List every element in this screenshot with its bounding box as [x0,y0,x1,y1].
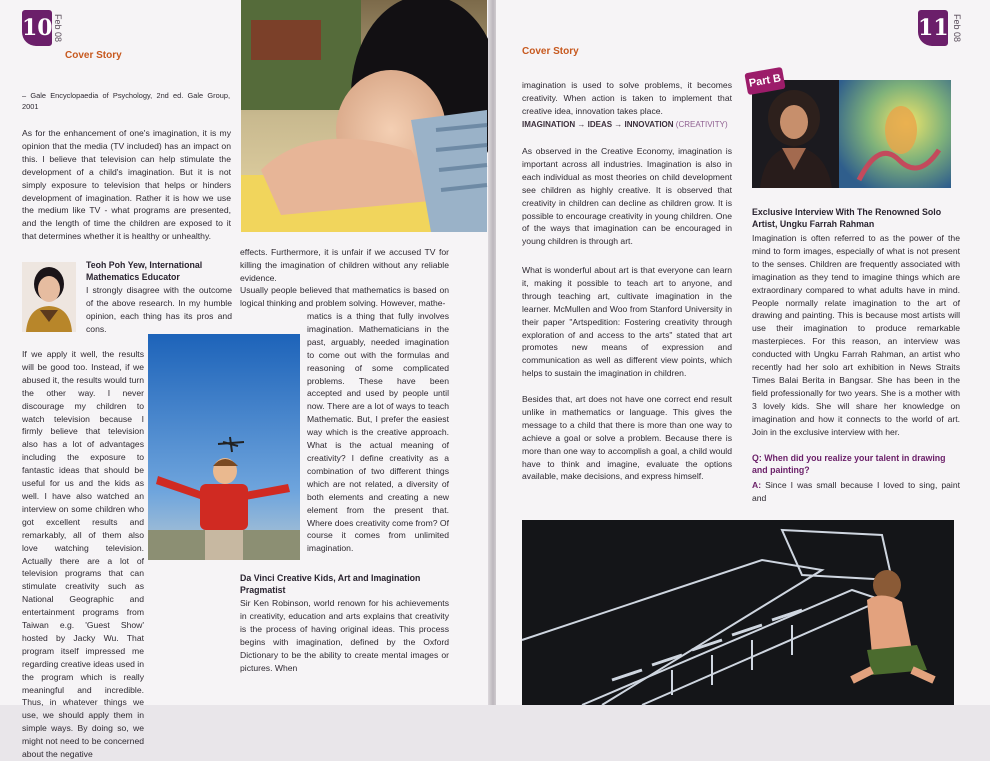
part-b-badge: Part B [744,67,785,95]
portrait-teoh-poh-yew [22,262,76,332]
paragraph-math-intro: Usually people believed that mathematics is based on logical thinking and problem solving. However, mathe- [240,285,449,308]
paragraph-media: As for the enhancement of one's imagination, it is my opinion that the media (TV included) has an impact on this. I believe that television can help stimulate the development of a child's imagination. But it is not simply exposure to television that helps or hinders development of imagination. Rather it is how we use the medium like TV - what programs are presented, and the length of time the children are exposed to it that determines whether it is healthy or unhealthy. [22,128,231,242]
photo-girl-resting [241,0,487,232]
interview-question: Q: When did you realize your talent in drawing and painting? [752,453,946,476]
interview-intro: Imagination is often referred to as the power of the mind to form images, especially of what is not present to the senses. Children are frequently associated with imagination as they tend to imagine things which are extraordinary compared to what adults have in mind. People normally relate imagination to the art of drawing and painting. This is because most artists will use their imagination to produce remarkable masterpieces. For this reason, an interview was conducted with Ungku Farrah Rahman, an artist who recently had her solo art exhibition in News Straits Times Balai Berita in Bangsar. She has been in the field professionally for two years. She is a mother with 3 lovely kids. She will share her knowledge on imagination and how it connects to the world of art. Join in the exclusive interview with her. [752,233,960,437]
page-number: 10 [22,10,52,46]
interview-heading: Exclusive Interview With The Renowned Solo Artist, Ungku Farrah Rahman [752,207,942,230]
paragraph-besides: Besides that, art does not have one correct end result unlike in mathematics or language. This gives the message to a child that there is more than one way to achieve a goal or solve a problem. Because there is more than one way to accomplish a goal, a child would have to think and imagine, evaluate the options available, make decisions, and express himself. [522,394,732,482]
flow-extra: (CREATIVITY) [675,120,728,129]
profile-name: Teoh Poh Yew, International Mathematics Educator [86,260,203,283]
citation: – Gale Encyclopaedia of Psychology, 2nd ed. Gale Group, 2001 [22,91,230,111]
paragraph-math-body: matics is a thing that fully involves imagination. Mathematicians in the past, arguably, needed imagination to come out with the formulas and reasoning of some complicated problems. These have been accepted and used by people until now. There are a lot of ways to teach Mathematic. But, I prefer the easiest way which is the creative approach. What is the actual meaning of creativity? I define creativity as a combination of two different things which are not related, a diversity of both elements and creating a new element from the present that. Where does creativity come from? Of course it comes from unlimited imagination. [307,311,449,554]
right-page [496,0,990,705]
issue-month: Feb 08 [952,14,962,43]
portrait-ungku-farrah-rahman [752,80,839,188]
painting-artwork [839,80,951,188]
process-flow [522,120,742,129]
paragraph-art: What is wonderful about art is that everyone can learn it, making it possible to teach art to anyone, and through teaching art, cultivate imagination in the learner. McMullen and Woo from Stanford University in their paper "Artspedition: Fostering creativity through exploration of and access to the arts" stated that art promotes new means of expression and communication as well as different view points, which helps to sustain the imagination in children. [522,265,732,379]
page-number: 11 [918,10,948,46]
paragraph-apply-a [22,348,144,761]
paragraph-economy: As observed in the Creative Economy, imagination is important across all industries. Imagination is also in each individual as most theories on child development see children as highly creative. It is observed that creativity in children can decline as children grow. It is possible to encourage creativity in young children. One of the ways that imagination can be encouraged in young children is through art. [522,146,732,247]
photo-boy-chalk-drawing [522,520,954,705]
interview-answer [752,479,960,505]
issue-month: Feb 08 [53,14,63,43]
section-title: Cover Story [65,50,122,61]
answer-text: Since I was small because I loved to sing, paint and [752,480,961,503]
paragraph-solve: imagination is used to solve problems, it becomes creativity. When action is taken to implement that creative idea, innovation takes place. [522,80,732,116]
section-title: Cover Story [522,46,579,57]
paragraph-apply: If we apply it well, the results will be good too. Instead, if we abused it, the results would turn the other way. I never discourage my children to watch television because I firmly believe that television also has a lot of advantages including the exposure to fantastic ideas that should be useful for us and the kids as well. I have also watched an interview on some children who got excellent results and remarkably, all of them also love watching television. Actually there are a lot of television programs that can stimulate creativity such as National Geographic and entertainment programs from Taiwan e.g. 'Guest Show' hosted by Jacky Wu. That program itself impressed me regarding creative ideas used in the program which is really meaningful and incredible. Thus, in whatever things we use, we should apply them in simple ways. By doing so, we might not need to be concerned about the negative [22,349,144,760]
left-page [0,0,494,760]
davinci-heading: Da Vinci Creative Kids, Art and Imagination Pragmatist [240,573,421,596]
flow-main: IMAGINATION → IDEAS → INNOVATION [522,120,674,129]
answer-label: A: [752,480,762,490]
photo-boy-airplane [148,334,300,560]
davinci-paragraph: Sir Ken Robinson, world renown for his achievements in creativity, education and arts explains that creativity is the process of having original ideas. This process begins with imagination, defined by the Oxford Dictionary to be the ability to create mental images or pictures. When [240,598,449,673]
paragraph-effects: effects. Furthermore, it is unfair if we accused TV for killing the imagination of children without any reliable evidence. [240,247,449,283]
profile-statement: I strongly disagree with the outcome of the above research. In my humble opinion, each thing has its pros and cons. [86,285,232,334]
